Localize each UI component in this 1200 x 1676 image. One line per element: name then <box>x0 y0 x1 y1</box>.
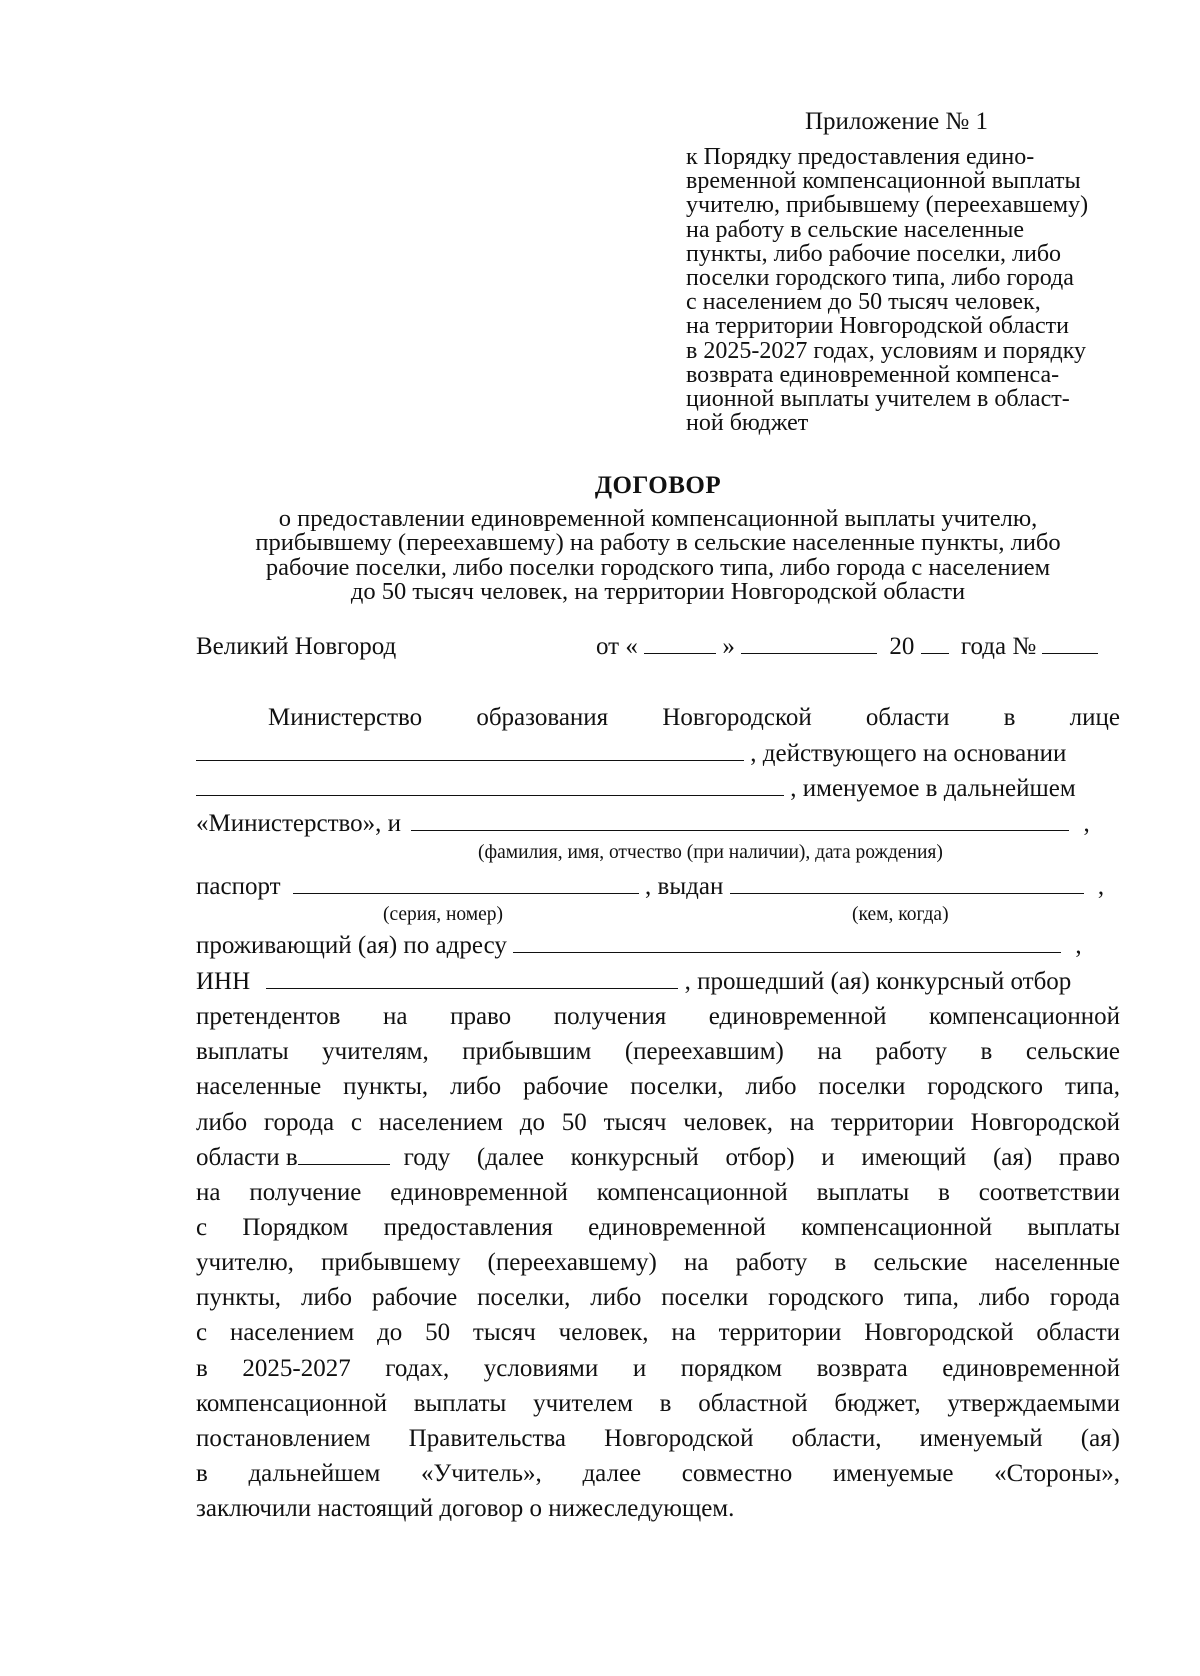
subtitle-line: прибывшему (переехавшему) на работу в сельские населенные пункты, либо <box>255 529 1061 557</box>
comma: , <box>1075 932 1082 959</box>
appendix-title: Приложение № 1 <box>805 108 989 135</box>
residing-label: проживающий (ая) по адресу <box>196 932 507 959</box>
passport-label: паспорт <box>196 873 281 900</box>
appendix-line: учителю, прибывшему (переехавшему) <box>686 192 1089 219</box>
body-line: претендентов на право получения единовременной компенсационной <box>196 1003 1120 1030</box>
person-hint: (фамилия, имя, отчество (при наличии), дата рождения) <box>478 842 943 863</box>
appendix-line: на работу в сельские населенные <box>686 216 1025 243</box>
referred-as-text: , именуемое в дальнейшем <box>790 775 1076 802</box>
date-quote-close: » <box>722 633 735 660</box>
series-hint: (серия, номер) <box>383 904 503 925</box>
ministry-line <box>268 704 1120 732</box>
body-line: пункты, либо рабочие поселки, либо поселки городского типа, либо города <box>196 1284 1120 1311</box>
year-suffix: года № <box>960 633 1037 660</box>
body-line: выплаты учителям, прибывшим (переехавшим) на работу в сельские <box>196 1038 1120 1065</box>
comma: , <box>1083 810 1090 837</box>
ministry-word: в <box>1003 704 1016 731</box>
subtitle-line: о предоставлении единовременной компенсационной выплаты учителю, <box>278 505 1038 532</box>
closing-line: заключили настоящий договор о нижеследующем. <box>196 1495 735 1522</box>
body-line: с населением до 50 тысяч человек, на территории Новгородской области <box>196 1319 1120 1346</box>
appendix-line: пункты, либо рабочие поселки, либо <box>686 240 1062 267</box>
appendix-line: на территории Новгородской области <box>686 313 1069 340</box>
contract-subtitle <box>196 507 1120 604</box>
day-blank <box>644 652 716 654</box>
year-line <box>196 1144 1120 1172</box>
appendix-line: в 2025-2027 годах, условиям и порядку <box>686 337 1087 364</box>
appendix-reference <box>686 145 1136 435</box>
year-line-end: году (далее конкурсный отбор) и имеющий (ая) право <box>403 1144 1120 1171</box>
competition-year-blank <box>298 1163 390 1165</box>
body-line: учителю, прибывшему (переехавшему) на работу в сельские населенные <box>196 1249 1120 1276</box>
comma: , <box>1097 873 1105 900</box>
passed-text: , прошедший (ая) конкурсный отбор <box>684 968 1072 995</box>
issuer-blank <box>730 892 1084 894</box>
representative-line <box>196 740 1066 768</box>
appendix-line: поселки городского типа, либо города <box>686 265 1074 292</box>
ministry-word: Министерство <box>268 704 423 731</box>
inn-blank <box>266 987 678 989</box>
body-line: в дальнейшем «Учитель», далее совместно именуемые «Стороны», <box>196 1460 1120 1487</box>
appendix-line: ной бюджет <box>686 410 809 437</box>
address-blank <box>513 951 1061 953</box>
year-blank <box>921 652 949 654</box>
inn-line <box>196 968 1071 996</box>
issued-label: , выдан <box>645 873 724 900</box>
appendix-line: с населением до 50 тысяч человек, <box>686 289 1041 316</box>
body-line: на получение единовременной компенсационной выплаты в соответствии <box>196 1179 1120 1206</box>
body-line: компенсационной выплаты учителем в областной бюджет, утверждаемыми <box>196 1390 1120 1417</box>
appendix-line: возврата единовременной компенса- <box>686 361 1060 388</box>
ministry-word: лице <box>1069 704 1120 731</box>
basis-line <box>196 775 1076 803</box>
body-line: в 2025-2027 годах, условиями и порядком возврата единовременной <box>196 1355 1120 1382</box>
body-line: либо города с населением до 50 тысяч человек, на территории Новгородской <box>196 1109 1120 1136</box>
appendix-line: к Порядку предоставления едино- <box>686 144 1035 170</box>
ministry-word: Новгородской <box>662 704 812 731</box>
year-line-start: области в <box>196 1144 298 1171</box>
representative-blank <box>196 759 744 761</box>
passport-number-blank <box>293 892 639 894</box>
teacher-name-blank <box>411 829 1069 831</box>
contract-title: ДОГОВОР <box>594 472 722 499</box>
body-line: с Порядком предоставления единовременной компенсационной выплаты <box>196 1214 1120 1241</box>
subtitle-line: до 50 тысяч человек, на территории Новгородской области <box>350 577 966 605</box>
month-blank <box>741 652 877 654</box>
ministry-word: области <box>865 704 950 731</box>
body-line: постановлением Правительства Новгородской области, именуемый (ая) <box>196 1425 1120 1452</box>
issuer-hint: (кем, когда) <box>852 904 949 925</box>
person-line <box>196 810 1090 838</box>
year-prefix: 20 <box>889 633 915 660</box>
ministry-word: образования <box>476 704 609 731</box>
acting-basis-text: , действующего на основании <box>750 740 1067 767</box>
inn-label: ИНН <box>196 968 251 995</box>
passport-line <box>196 873 1104 901</box>
date-from-label: от « <box>596 633 638 660</box>
appendix-line: временной компенсационной выплаты <box>686 168 1081 195</box>
subtitle-line: рабочие поселки, либо поселки городского типа, либо города с населением <box>265 553 1051 581</box>
date-line <box>596 633 1098 661</box>
body-line: населенные пункты, либо рабочие поселки, либо поселки городского типа, <box>196 1073 1120 1100</box>
city: Великий Новгород <box>196 633 397 660</box>
number-blank <box>1042 652 1098 654</box>
address-line <box>196 932 1082 960</box>
ministry-quote: «Министерство», и <box>196 810 402 837</box>
appendix-line: ционной выплаты учителем в област- <box>686 386 1070 413</box>
basis-blank <box>196 794 784 796</box>
